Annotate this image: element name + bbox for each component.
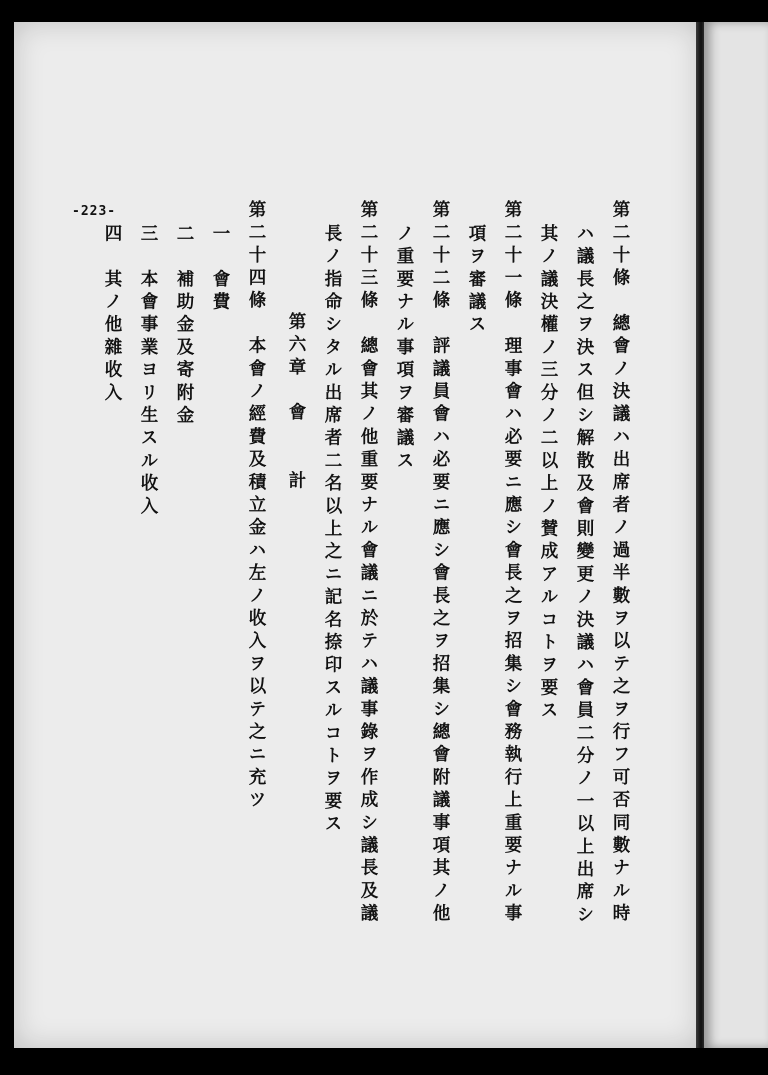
next-page-edge xyxy=(704,22,768,1048)
text-line-5: 項ヲ審議ス xyxy=(466,224,486,338)
text-line-7: ノ重要ナル事項ヲ審議ス xyxy=(394,224,414,474)
chapter-heading: 第六章 會 計 xyxy=(286,312,306,494)
list-item-1: 一 會費 xyxy=(210,224,230,315)
list-item-2: 二 補助金及寄附金 xyxy=(174,224,194,429)
text-line-8: 第二十三條 總會其ノ他重要ナル會議ニ於テハ議事錄ヲ作成シ議長及議 xyxy=(358,200,378,927)
text-line-4: 第二十一條 理事會ハ必要ニ應シ會長之ヲ招集シ會務執行上重要ナル事 xyxy=(502,200,522,927)
page-number: -223- xyxy=(72,204,117,219)
text-line-9: 長ノ指命シタル出席者二名以上之ニ記名捺印スルコトヲ要ス xyxy=(322,224,342,837)
text-line-11: 第二十四條 本會ノ經費及積立金ハ左ノ收入ヲ以テ之ニ充ツ xyxy=(246,200,266,813)
list-item-3: 三 本會事業ヨリ生スル收入 xyxy=(138,224,158,520)
text-line-6: 第二十二條 評議員會ハ必要ニ應シ會長之ヲ招集シ總會附議事項其ノ他 xyxy=(430,200,450,927)
text-line-2: ハ議長之ヲ決ス但シ解散及會則變更ノ決議ハ會員二分ノ一以上出席シ xyxy=(574,224,594,928)
text-line-1: 第二十條 總會ノ決議ハ出席者ノ過半數ヲ以テ之ヲ行フ可否同數ナル時 xyxy=(610,200,630,927)
text-line-3: 其ノ議決權ノ三分ノ二以上ノ賛成アルコトヲ要ス xyxy=(538,224,558,724)
list-item-4: 四 其ノ他雜收入 xyxy=(102,224,122,406)
